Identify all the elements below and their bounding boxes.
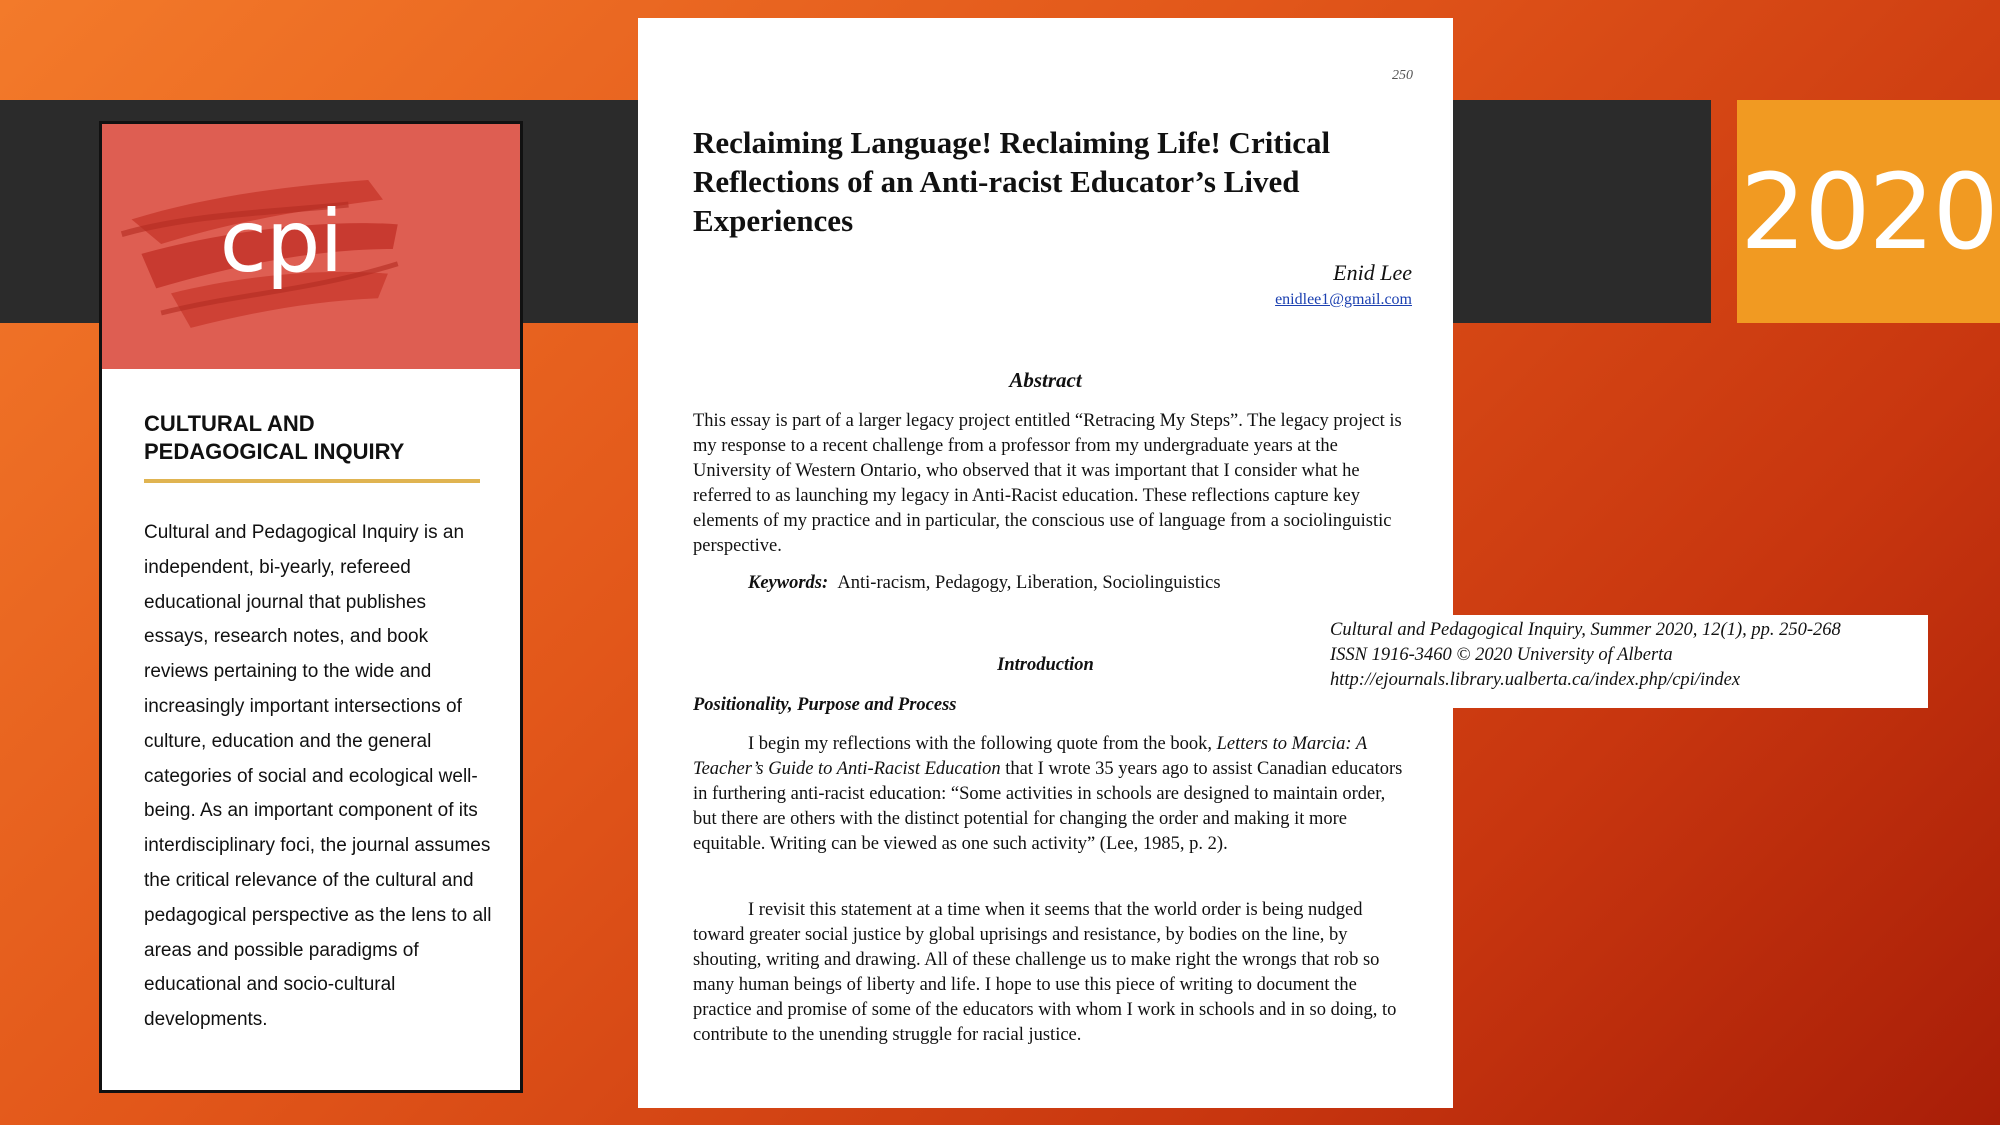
title-divider (144, 479, 480, 483)
paper-title: Reclaiming Language! Reclaiming Life! Critical Reflections of an Anti-racist Educator’s Lived Experiences (693, 125, 1331, 238)
keywords-label: Keywords: (748, 573, 829, 593)
citation-box (1318, 615, 1928, 708)
keywords-list: Anti-racism, Pedagogy, Liberation, Sociolinguistics (837, 573, 1221, 593)
book-title: Letters to Marcia: A Teacher’s Guide to Anti-Racist Education (693, 734, 1367, 779)
keywords-line (748, 573, 1221, 594)
section-heading: Positionality, Purpose and Process (693, 695, 957, 715)
year-text: 2020 (1740, 150, 1997, 273)
paragraph-2: I revisit this statement at a time when it seems that the world order is being nudged toward greater social justice by global uprisings and resistance, by bodies on the line, by shouting, writing and drawing. All of these challenge us to make right the wrongs that rob so many human beings of liberty and life. I hope to use this piece of writing to document the practice and promise of some of the educators with whom I work in schools and in so doing, to contribute to the unending struggle for racial justice. (693, 900, 1397, 1045)
citation-url: http://ejournals.library.ualberta.ca/index.php/cpi/index (1330, 670, 1741, 690)
paper-page (638, 18, 1453, 1108)
cpi-logo-banner (102, 124, 520, 369)
abstract-heading: Abstract (1009, 368, 1082, 392)
page-number: 250 (1392, 68, 1413, 83)
author-email-link[interactable]: enidlee1@gmail.com (1275, 291, 1412, 308)
citation-issn: ISSN 1916-3460 © 2020 University of Alberta (1330, 645, 1673, 665)
paragraph-1-end: that I wrote 35 years ago to assist Canadian educators in furthering anti-racist education: “Some activities in schools are designed to maintain order, but there are others with the distinct potential for changing the order and making it more equitable. Writing can be viewed as one such activity” (Lee, 1985, p. 2). (693, 759, 1403, 854)
journal-title: CULTURAL AND PEDAGOGICAL INQUIRY (144, 411, 405, 464)
paragraph-1-start: I begin my reflections with the following quote from the book, (748, 734, 1217, 754)
introduction-heading: Introduction (997, 655, 1094, 675)
paragraph-1 (693, 732, 1411, 857)
journal-card (99, 121, 523, 1093)
author-name: Enid Lee (1333, 260, 1412, 285)
citation-journal: Cultural and Pedagogical Inquiry, Summer 2020, 12(1), pp. 250-268 (1330, 620, 1841, 640)
year-badge (1737, 100, 2000, 323)
abstract-text: This essay is part of a larger legacy project entitled “Retracing My Steps”. The legacy project is my response to a recent challenge from a professor from my undergraduate years at the University of Western Ontario, who observed that it was important that I consider what he referred to as launching my legacy in Anti-Racist education. These reflections capture key elements of my practice and in particular, the conscious use of language from a sociolinguistic perspective. (693, 411, 1402, 556)
cpi-logo: cpi (219, 192, 343, 292)
journal-description: Cultural and Pedagogical Inquiry is an independent, bi-yearly, refereed educational journal that publishes essays, research notes, and book reviews pertaining to the wide and increasingly important intersections of culture, education and the general categories of social and ecological well-being. As an important component of its interdisciplinary foci, the journal assumes the critical relevance of the cultural and pedagogical perspective as the lens to all areas and possible paradigms of educational and socio-cultural developments. (144, 522, 492, 1031)
